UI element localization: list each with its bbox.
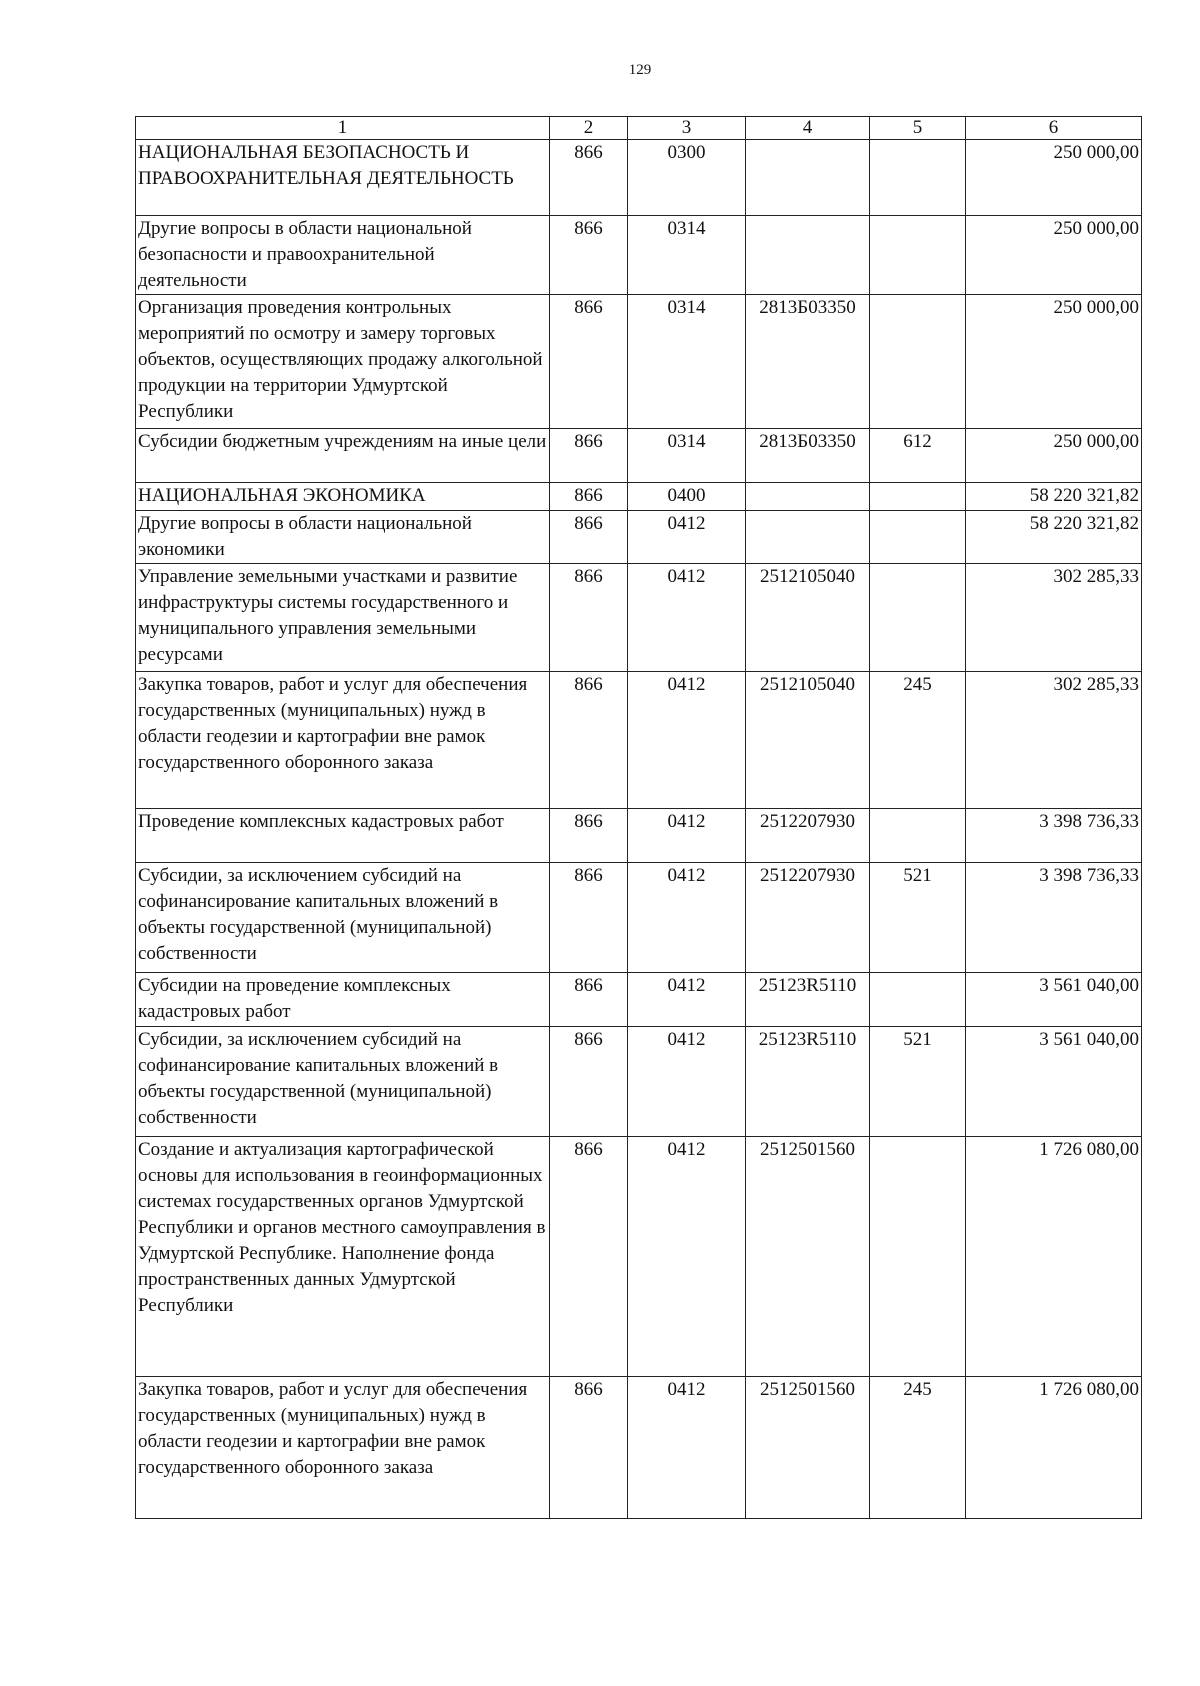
row-ministry-code: 866 [550, 429, 628, 483]
row-ministry-code: 866 [550, 863, 628, 973]
row-target-code: 2512207930 [746, 809, 870, 863]
row-ministry-code: 866 [550, 1377, 628, 1519]
row-section-code: 0412 [628, 564, 746, 672]
row-target-code: 2512501560 [746, 1137, 870, 1377]
page-number: 129 [628, 62, 652, 78]
row-expense-type: 521 [870, 863, 966, 973]
row-name: Субсидии на проведение комплексных кадастровых работ [136, 973, 550, 1027]
row-name: Управление земельными участками и развитие инфраструктуры системы государственного и муниципального управления земельными ресурсами [136, 564, 550, 672]
row-expense-type: 521 [870, 1027, 966, 1137]
row-ministry-code: 866 [550, 973, 628, 1027]
row-section-code: 0412 [628, 1377, 746, 1519]
row-section-code: 0400 [628, 483, 746, 511]
row-amount: 250 000,00 [966, 216, 1142, 295]
row-amount: 3 398 736,33 [966, 809, 1142, 863]
row-target-code: 25123R5110 [746, 973, 870, 1027]
row-section-code: 0412 [628, 511, 746, 564]
table-row [136, 140, 1142, 216]
row-section-code: 0314 [628, 216, 746, 295]
row-amount: 250 000,00 [966, 429, 1142, 483]
table-row [136, 564, 1142, 672]
column-header: 1 [136, 117, 550, 140]
row-amount: 3 398 736,33 [966, 863, 1142, 973]
row-expense-type: 612 [870, 429, 966, 483]
row-name: Закупка товаров, работ и услуг для обеспечения государственных (муниципальных) нужд в области геодезии и картографии вне рамок государственного оборонного заказа [136, 672, 550, 809]
row-section-code: 0412 [628, 973, 746, 1027]
row-name: Организация проведения контрольных мероприятий по осмотру и замеру торговых объектов, осуществляющих продажу алкогольной продукции на территории Удмуртской Республики [136, 295, 550, 429]
row-target-code [746, 483, 870, 511]
row-target-code: 2512105040 [746, 564, 870, 672]
row-amount: 1 726 080,00 [966, 1377, 1142, 1519]
row-target-code: 2813Б03350 [746, 429, 870, 483]
row-section-code: 0314 [628, 295, 746, 429]
table-row [136, 809, 1142, 863]
row-section-code: 0300 [628, 140, 746, 216]
row-expense-type [870, 1137, 966, 1377]
table-row [136, 1377, 1142, 1519]
row-expense-type [870, 564, 966, 672]
row-target-code [746, 140, 870, 216]
column-header: 6 [966, 117, 1142, 140]
row-ministry-code: 866 [550, 809, 628, 863]
row-amount: 302 285,33 [966, 672, 1142, 809]
row-section-code: 0412 [628, 809, 746, 863]
budget-table [135, 116, 1142, 1519]
row-section-code: 0412 [628, 672, 746, 809]
row-target-code [746, 511, 870, 564]
table-row [136, 1027, 1142, 1137]
row-expense-type [870, 483, 966, 511]
row-expense-type [870, 511, 966, 564]
row-expense-type [870, 973, 966, 1027]
table-row [136, 429, 1142, 483]
row-ministry-code: 866 [550, 564, 628, 672]
table-row [136, 863, 1142, 973]
column-header: 5 [870, 117, 966, 140]
row-target-code [746, 216, 870, 295]
row-name: Другие вопросы в области национальной экономики [136, 511, 550, 564]
table-row [136, 483, 1142, 511]
row-name: Субсидии, за исключением субсидий на софинансирование капитальных вложений в объекты государственной (муниципальной) собственности [136, 863, 550, 973]
row-name: НАЦИОНАЛЬНАЯ БЕЗОПАСНОСТЬ И ПРАВООХРАНИТЕЛЬНАЯ ДЕЯТЕЛЬНОСТЬ [136, 140, 550, 216]
row-amount: 1 726 080,00 [966, 1137, 1142, 1377]
row-ministry-code: 866 [550, 511, 628, 564]
row-amount: 250 000,00 [966, 140, 1142, 216]
column-header: 3 [628, 117, 746, 140]
row-amount: 58 220 321,82 [966, 511, 1142, 564]
row-expense-type: 245 [870, 672, 966, 809]
row-name: НАЦИОНАЛЬНАЯ ЭКОНОМИКА [136, 483, 550, 511]
row-ministry-code: 866 [550, 216, 628, 295]
table-row [136, 973, 1142, 1027]
row-name: Создание и актуализация картографической основы для использования в геоинформационных системах государственных органов Удмуртской Республики и органов местного самоуправления в Удмуртской Республике. Наполнение фонда пространственных данных Удмуртской Республики [136, 1137, 550, 1377]
table-row [136, 511, 1142, 564]
row-ministry-code: 866 [550, 295, 628, 429]
column-header: 4 [746, 117, 870, 140]
row-ministry-code: 866 [550, 672, 628, 809]
row-target-code: 25123R5110 [746, 1027, 870, 1137]
row-expense-type: 245 [870, 1377, 966, 1519]
column-header: 2 [550, 117, 628, 140]
row-name: Субсидии бюджетным учреждениям на иные цели [136, 429, 550, 483]
row-amount: 3 561 040,00 [966, 973, 1142, 1027]
table-header-row [136, 117, 1142, 140]
row-section-code: 0412 [628, 1027, 746, 1137]
row-amount: 3 561 040,00 [966, 1027, 1142, 1137]
table-row [136, 1137, 1142, 1377]
row-ministry-code: 866 [550, 483, 628, 511]
row-name: Закупка товаров, работ и услуг для обеспечения государственных (муниципальных) нужд в области геодезии и картографии вне рамок государственного оборонного заказа [136, 1377, 550, 1519]
row-target-code: 2813Б03350 [746, 295, 870, 429]
row-expense-type [870, 809, 966, 863]
row-name: Другие вопросы в области национальной безопасности и правоохранительной деятельности [136, 216, 550, 295]
row-target-code: 2512501560 [746, 1377, 870, 1519]
row-amount: 58 220 321,82 [966, 483, 1142, 511]
row-amount: 250 000,00 [966, 295, 1142, 429]
table-row [136, 295, 1142, 429]
row-expense-type [870, 295, 966, 429]
table-row [136, 672, 1142, 809]
row-expense-type [870, 140, 966, 216]
row-target-code: 2512105040 [746, 672, 870, 809]
row-ministry-code: 866 [550, 1027, 628, 1137]
row-target-code: 2512207930 [746, 863, 870, 973]
table-row [136, 216, 1142, 295]
row-section-code: 0412 [628, 1137, 746, 1377]
row-amount: 302 285,33 [966, 564, 1142, 672]
row-ministry-code: 866 [550, 1137, 628, 1377]
row-ministry-code: 866 [550, 140, 628, 216]
row-name: Субсидии, за исключением субсидий на софинансирование капитальных вложений в объекты государственной (муниципальной) собственности [136, 1027, 550, 1137]
row-expense-type [870, 216, 966, 295]
row-section-code: 0314 [628, 429, 746, 483]
row-name: Проведение комплексных кадастровых работ [136, 809, 550, 863]
row-section-code: 0412 [628, 863, 746, 973]
